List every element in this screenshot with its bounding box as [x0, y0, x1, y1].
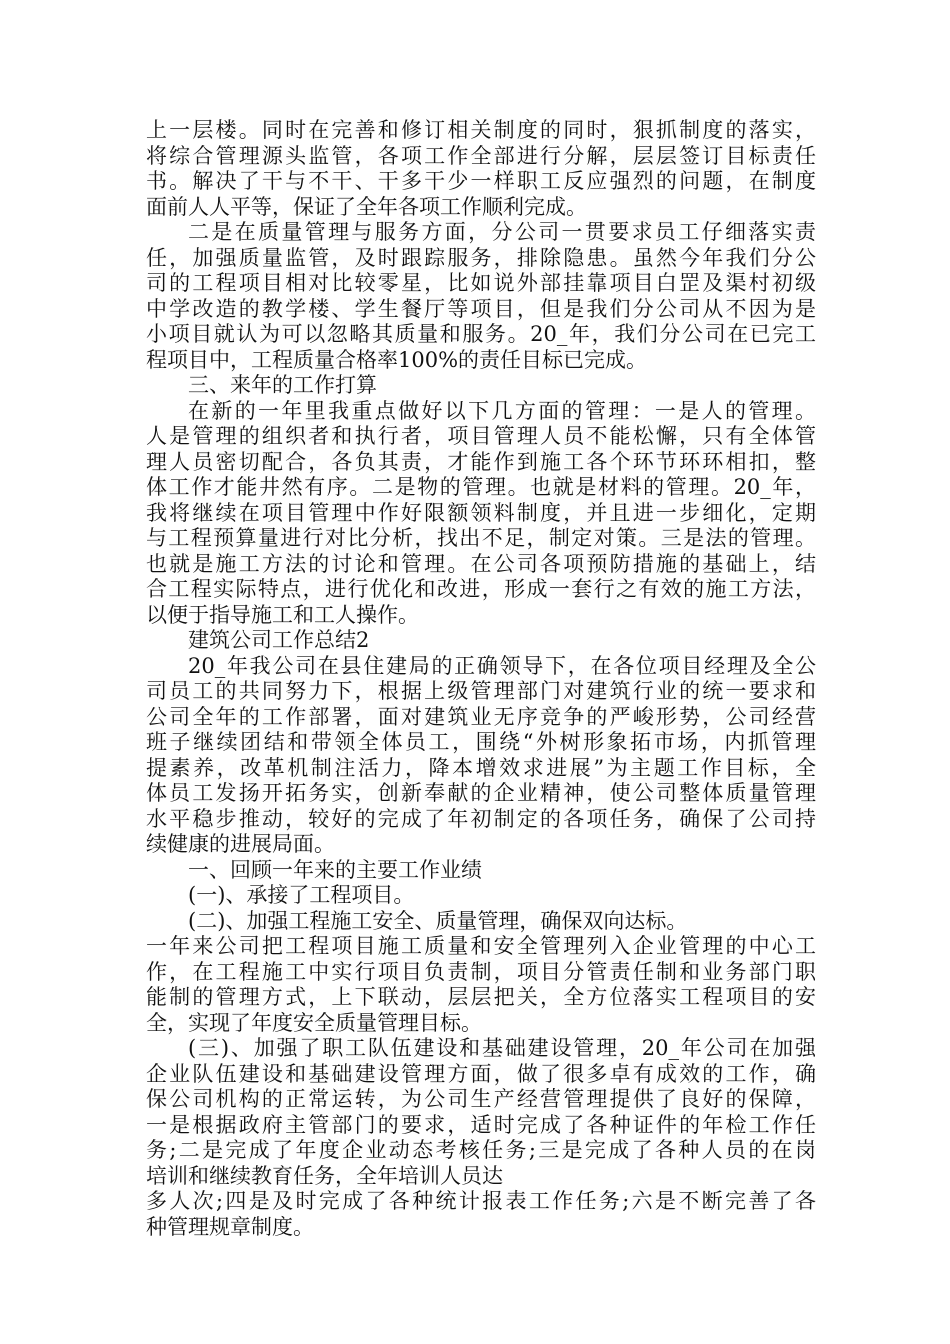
text-line: 提素养，改革机制注活力，降本增效求进展”为主题工作目标，全: [146, 755, 816, 780]
text-line: 全，实现了年度安全质量管理目标。: [146, 1010, 482, 1035]
text-line: 培训和继续教育任务，全年培训人员达: [146, 1163, 503, 1188]
text-line: 体员工发扬开拓务实，创新奉献的企业精神，使公司整体质量管理: [146, 781, 816, 805]
text-line: 20_年我公司在县住建局的正确领导下，在各位项目经理及全公: [188, 653, 816, 678]
text-line: 保公司机构的正常运转，为公司生产经营管理提供了良好的保障，: [146, 1087, 816, 1111]
text-line: 合工程实际特点，进行优化和改进，形成一套行之有效的施工方法，: [146, 577, 816, 601]
text-line: 人是管理的组织者和执行者，项目管理人员不能松懈，只有全体管: [146, 424, 816, 448]
text-line: 任，加强质量监管，及时跟踪服务，排除隐患。虽然今年我们分公: [146, 245, 816, 270]
text-line: 续健康的进展局面。: [146, 832, 335, 856]
text-line: 小项目就认为可以忽略其质量和服务。20_年，我们分公司在已完工: [146, 322, 816, 346]
text-line: 与工程预算量进行对比分析，找出不足，制定对策。三是法的管理。: [146, 526, 816, 550]
text-line: 能制的管理方式，上下联动，层层把关，全方位落实工程项目的安: [146, 985, 816, 1009]
text-line: 水平稳步推动，较好的完成了年初制定的各项任务，确保了公司持: [146, 806, 816, 831]
text-line: 面前人人平等，保证了全年各项工作顺利完成。: [146, 194, 587, 219]
text-line: 种管理规章制度。: [146, 1214, 314, 1239]
text-line: 三、来年的工作打算: [188, 373, 377, 397]
text-line: 中学改造的教学楼、学生餐厅等项目，但是我们分公司从不因为是: [146, 296, 816, 321]
text-line: (三)、加强了职工队伍建设和基础建设管理，20_年公司在加强: [188, 1036, 816, 1060]
text-line: 体工作才能井然有序。二是物的管理。也就是材料的管理。20_年，: [146, 475, 816, 499]
text-line: 多人次;四是及时完成了各种统计报表工作任务;六是不断完善了各: [146, 1189, 816, 1213]
text-line: 二是在质量管理与服务方面，分公司一贯要求员工仔细落实责: [188, 220, 816, 244]
text-line: 一是根据政府主管部门的要求，适时完成了各种证件的年检工作任: [146, 1112, 816, 1137]
text-line: 在新的一年里我重点做好以下几方面的管理：一是人的管理。: [188, 398, 816, 423]
text-line: (一)、承接了工程项目。: [188, 883, 415, 907]
text-line: 书。解决了干与不干、干多干少一样职工反应强烈的问题，在制度: [146, 169, 816, 193]
text-line: 一、回顾一年来的主要工作业绩: [188, 857, 482, 882]
text-line: 公司全年的工作部署，面对建筑业无序竞争的严峻形势，公司经营: [146, 704, 816, 729]
text-line: 企业队伍建设和基础建设管理方面，做了很多卓有成效的工作，确: [146, 1061, 816, 1086]
text-line: 一年来公司把工程项目施工质量和安全管理列入企业管理的中心工: [146, 934, 816, 958]
text-line: 理人员密切配合，各负其责，才能作到施工各个环节环环相扣，整: [146, 449, 816, 474]
text-line: 以便于指导施工和工人操作。: [146, 602, 419, 627]
text-line: 司员工的共同努力下，根据上级管理部门对建筑行业的统一要求和: [146, 679, 816, 703]
text-line: 也就是施工方法的讨论和管理。在公司各项预防措施的基础上，结: [146, 551, 816, 576]
text-line: 务;二是完成了年度企业动态考核任务;三是完成了各种人员的在岗: [146, 1138, 816, 1162]
text-line: 班子继续团结和带领全体员工，围绕“外树形象拓市场，内抓管理: [146, 730, 816, 754]
text-line: 作，在工程施工中实行项目负责制，项目分管责任制和业务部门职: [146, 959, 816, 984]
text-line: 我将继续在项目管理中作好限额领料制度，并且进一步细化，定期: [146, 500, 816, 525]
text-line: 上一层楼。同时在完善和修订相关制度的同时，狠抓制度的落实，: [146, 118, 816, 142]
text-line: 程项目中，工程质量合格率100%的责任目标已完成。: [146, 347, 648, 372]
document-page: [146, 118, 816, 1240]
text-line: 将综合管理源头监管，各项工作全部进行分解，层层签订目标责任: [146, 143, 816, 168]
text-line: 建筑公司工作总结2: [188, 628, 370, 652]
text-line: 司的工程项目相对比较零星，比如说外部挂靠项目白罡及渠村初级: [146, 271, 816, 295]
text-line: (二)、加强工程施工安全、质量管理，确保双向达标。: [188, 908, 688, 933]
